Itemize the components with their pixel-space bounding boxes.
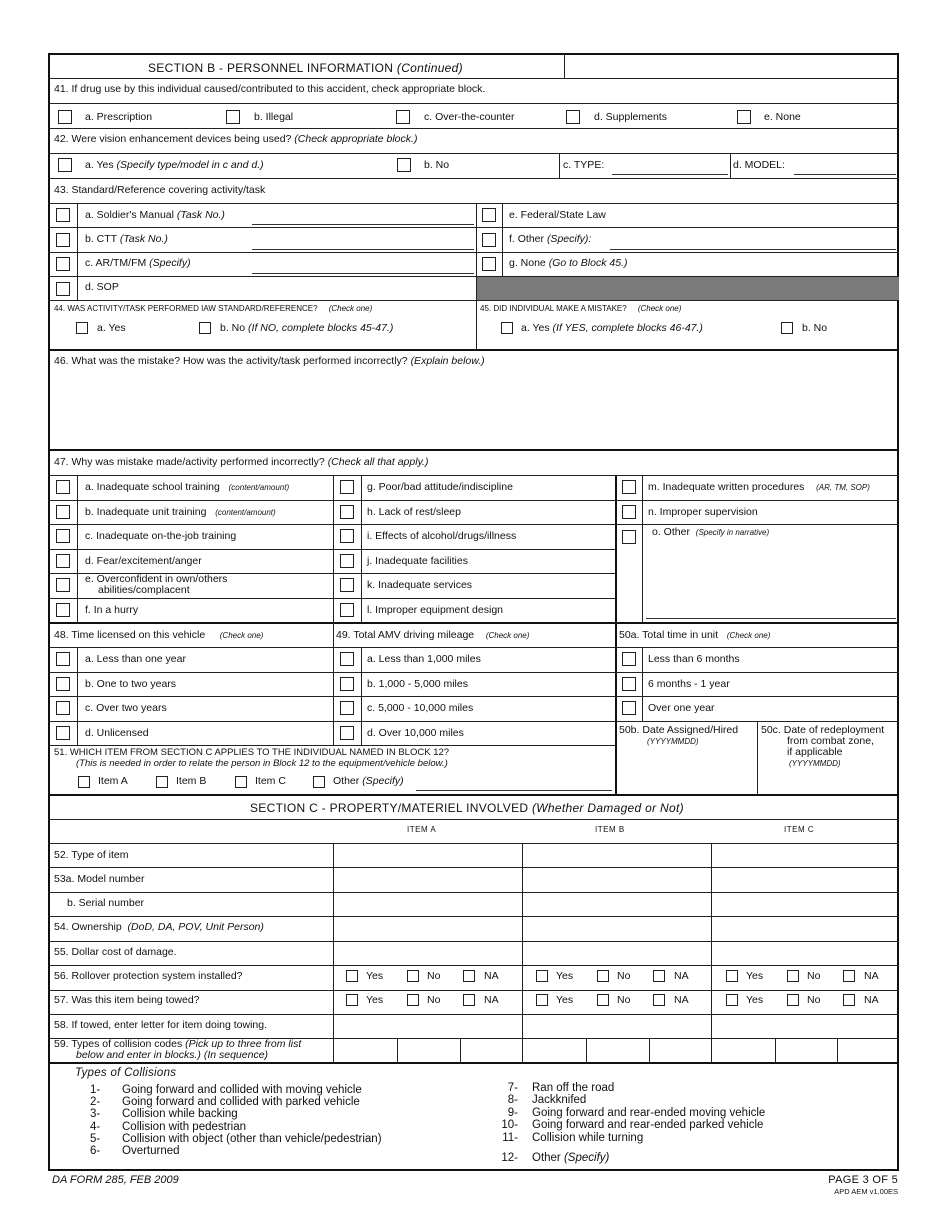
q42-no-label: b. No — [424, 159, 450, 171]
r57-item-b-yes-label: Yes — [556, 994, 574, 1006]
q42-yes-label: a. Yes (Specify type/model in c and d.) — [85, 159, 264, 171]
r54-label: 54. Ownership (DoD, DA, POV, Unit Person) — [54, 921, 264, 933]
q48-option-c: c. Over two years — [85, 702, 167, 714]
item-b-header: ITEM B — [595, 825, 625, 834]
q45-yes-label: a. Yes (If YES, complete blocks 46-47.) — [521, 322, 703, 334]
r56-item-c-na-label: NA — [864, 970, 879, 982]
q49-label: 49. Total AMV driving mileage (Check one) — [336, 629, 530, 641]
r57-item-a-no-label: No — [427, 994, 441, 1006]
r57-item-c-yes-label: Yes — [746, 994, 764, 1006]
q43-label: 43. Standard/Reference covering activity/task — [54, 184, 266, 196]
q51-item-a-label: Item A — [98, 775, 128, 787]
q45-no-checkbox[interactable] — [781, 322, 793, 334]
q41-otc-label: c. Over-the-counter — [424, 111, 515, 123]
r57-item-b-na-checkbox[interactable] — [653, 994, 665, 1006]
q42-yes-checkbox[interactable] — [58, 158, 72, 172]
page-number: PAGE 3 OF 5 — [828, 1174, 898, 1186]
q49-option-d: d. Over 10,000 miles — [367, 727, 464, 739]
r57-item-b-na-label: NA — [674, 994, 689, 1006]
q41-none-checkbox[interactable] — [737, 110, 751, 124]
q43-none-label: g. None (Go to Block 45.) — [509, 257, 628, 269]
q43-ctt-field[interactable] — [252, 249, 474, 250]
q43-other-field[interactable] — [610, 249, 896, 250]
q43-other-label: f. Other (Specify): — [509, 233, 592, 245]
q49-option-b: b. 1,000 - 5,000 miles — [367, 678, 468, 690]
q50a-option-b: 6 months - 1 year — [648, 678, 730, 690]
q47-written-procedures-label: m. Inadequate written procedures (AR, TM, SOP) — [648, 481, 870, 493]
q46-explanation-field[interactable] — [54, 371, 894, 447]
q49-over-10000-checkbox[interactable] — [340, 726, 354, 740]
r57-item-c-no-label: No — [807, 994, 821, 1006]
r56-item-b-yes-checkbox[interactable] — [536, 970, 548, 982]
q51-item-c-checkbox[interactable] — [235, 776, 247, 788]
q47-fear-label: d. Fear/excitement/anger — [85, 555, 202, 567]
q50a-less-6-months-checkbox[interactable] — [622, 652, 636, 666]
q48-option-d: d. Unlicensed — [85, 727, 149, 739]
q42-type-field[interactable] — [612, 174, 728, 175]
q47-hurry-label: f. In a hurry — [85, 604, 139, 616]
q47-overconfident-checkbox[interactable] — [56, 578, 70, 592]
q47-ojt-label: c. Inadequate on-the-job training — [85, 530, 237, 542]
q49-less-1000-checkbox[interactable] — [340, 652, 354, 666]
r56-item-c-no-checkbox[interactable] — [787, 970, 799, 982]
q50a-6-months-1-year-checkbox[interactable] — [622, 677, 636, 691]
q45-no-label: b. No — [802, 322, 828, 334]
q47-facilities-label: j. Inadequate facilities — [367, 555, 468, 567]
q43-federal-state-checkbox[interactable] — [482, 208, 496, 222]
collision-12-label: Other (Specify) — [532, 1152, 610, 1164]
collision-12-number: 12- — [501, 1152, 518, 1164]
q41-none-label: e. None — [764, 111, 801, 123]
q43-ar-tm-fm-checkbox[interactable] — [56, 257, 70, 271]
q51-other-field[interactable] — [416, 790, 612, 791]
q41-prescription-label: a. Prescription — [85, 111, 153, 123]
item-c-header: ITEM C — [784, 825, 815, 834]
q45-label: 45. DID INDIVIDUAL MAKE A MISTAKE? (Check one) — [480, 304, 682, 313]
r57-item-b-no-label: No — [617, 994, 631, 1006]
q43-ctt-label: b. CTT (Task No.) — [85, 233, 168, 245]
q50a-option-c: Over one year — [648, 702, 715, 714]
q43-soldiers-manual-label: a. Soldier's Manual (Task No.) — [85, 209, 225, 221]
q41-illegal-label: b. Illegal — [254, 111, 294, 123]
accident-report-form-page — [48, 53, 899, 1171]
q47-facilities-checkbox[interactable] — [340, 554, 354, 568]
q48-option-a: a. Less than one year — [85, 653, 186, 665]
section-c-title: SECTION C - PROPERTY/MATERIEL INVOLVED (Whether Damaged or Not) — [250, 801, 684, 815]
q41-supplements-label: d. Supplements — [594, 111, 667, 123]
q42-label: 42. Were vision enhancement devices being used? (Check appropriate block.) — [54, 133, 418, 145]
r57-item-b-yes-checkbox[interactable] — [536, 994, 548, 1006]
r57-item-a-yes-checkbox[interactable] — [346, 994, 358, 1006]
q48-one-two-years-checkbox[interactable] — [56, 677, 70, 691]
q47-services-label: k. Inadequate services — [367, 579, 473, 591]
r56-item-b-no-label: No — [617, 970, 631, 982]
r57-item-c-no-checkbox[interactable] — [787, 994, 799, 1006]
r56-item-c-na-checkbox[interactable] — [843, 970, 855, 982]
item-a-header: ITEM A — [407, 825, 437, 834]
q41-prescription-checkbox[interactable] — [58, 110, 72, 124]
form-number: DA FORM 285, FEB 2009 — [52, 1174, 179, 1186]
r56-item-a-yes-checkbox[interactable] — [346, 970, 358, 982]
r55-label: 55. Dollar cost of damage. — [54, 946, 177, 958]
section-b-title: SECTION B - PERSONNEL INFORMATION (Continued) — [148, 61, 463, 75]
q47-rest-checkbox[interactable] — [340, 505, 354, 519]
q47-services-checkbox[interactable] — [340, 578, 354, 592]
q43-other-checkbox[interactable] — [482, 233, 496, 247]
r56-item-b-na-label: NA — [674, 970, 689, 982]
q47-alcohol-label: i. Effects of alcohol/drugs/illness — [367, 530, 517, 542]
q48-label: 48. Time licensed on this vehicle (Check one) — [54, 629, 264, 641]
q41-supplements-checkbox[interactable] — [566, 110, 580, 124]
q43-ar-tm-fm-field[interactable] — [252, 273, 474, 274]
q43-shaded-block — [477, 277, 899, 300]
q51-other-label: Other (Specify) — [333, 775, 404, 787]
collisions-title: Types of Collisions — [75, 1067, 177, 1079]
q47-written-procedures-checkbox[interactable] — [622, 480, 636, 494]
r56-item-a-na-checkbox[interactable] — [463, 970, 475, 982]
q51-item-c-label: Item C — [255, 775, 286, 787]
q45-yes-checkbox[interactable] — [501, 322, 513, 334]
q47-supervision-label: n. Improper supervision — [648, 506, 758, 518]
r57-item-a-na-label: NA — [484, 994, 499, 1006]
q48-unlicensed-checkbox[interactable] — [56, 726, 70, 740]
q43-sop-checkbox[interactable] — [56, 282, 70, 296]
q47-equipment-design-label: l. Improper equipment design — [367, 604, 503, 616]
form-version: APD AEM v1.00ES — [834, 1187, 898, 1196]
collisions-left-numbers: 1- 2- 3- 4- 5- 6- — [90, 1084, 101, 1158]
q44-yes-checkbox[interactable] — [76, 322, 88, 334]
q42-model-label: d. MODEL: — [733, 159, 785, 171]
q47-other-field[interactable] — [646, 618, 896, 619]
r56-item-a-yes-label: Yes — [366, 970, 384, 982]
q46-label: 46. What was the mistake? How was the activity/task performed incorrectly? (Explain below.) — [54, 355, 485, 367]
q44-label: 44. WAS ACTIVITY/TASK PERFORMED IAW STANDARD/REFERENCE? (Check one) — [54, 304, 373, 313]
q43-federal-state-label: e. Federal/State Law — [509, 209, 606, 221]
q47-label: 47. Why was mistake made/activity performed incorrectly? (Check all that apply.) — [54, 456, 429, 468]
q47-hurry-checkbox[interactable] — [56, 603, 70, 617]
r59-label: 59. Types of collision codes (Pick up to three from list below and enter in blocks.) (In sequence) — [54, 1038, 302, 1061]
q47-ojt-checkbox[interactable] — [56, 529, 70, 543]
q50b-label: 50b. Date Assigned/Hired (YYYYMMDD) — [619, 724, 739, 746]
q43-soldiers-manual-field[interactable] — [252, 224, 474, 225]
q44-yes-label: a. Yes — [97, 322, 126, 334]
collisions-left-list: Going forward and collided with moving vehicle Going forward and collided with parked vehicle Collision while backing Collision with pedestrian Collision with object (other than vehicle/pedestrian) Overturned — [122, 1084, 382, 1158]
q47-other-checkbox[interactable] — [622, 530, 636, 544]
q47-rest-label: h. Lack of rest/sleep — [367, 506, 461, 518]
r53b-label: b. Serial number — [67, 897, 145, 909]
q48-over-two-years-checkbox[interactable] — [56, 701, 70, 715]
q50a-label: 50a. Total time in unit (Check one) — [619, 629, 771, 641]
q47-unit-training-label: b. Inadequate unit training (content/amount) — [85, 506, 276, 518]
q51-item-b-checkbox[interactable] — [156, 776, 168, 788]
q47-equipment-design-checkbox[interactable] — [340, 603, 354, 617]
q42-no-checkbox[interactable] — [397, 158, 411, 172]
q50a-over-one-year-checkbox[interactable] — [622, 701, 636, 715]
q47-attitude-label: g. Poor/bad attitude/indiscipline — [367, 481, 513, 493]
r57-item-c-yes-checkbox[interactable] — [726, 994, 738, 1006]
q47-overconfident-label: e. Overconfident in own/others abilities/complacent — [85, 573, 228, 596]
q47-unit-training-checkbox[interactable] — [56, 505, 70, 519]
q42-type-label: c. TYPE: — [563, 159, 605, 171]
r56-item-c-yes-checkbox[interactable] — [726, 970, 738, 982]
q42-model-field[interactable] — [794, 174, 896, 175]
q44-no-checkbox[interactable] — [199, 322, 211, 334]
r57-item-a-no-checkbox[interactable] — [407, 994, 419, 1006]
r53a-label: 53a. Model number — [54, 873, 145, 885]
q50c-label: 50c. Date of redeployment from combat zone, if applicable (YYYYMMDD) — [761, 724, 885, 768]
q43-ar-tm-fm-label: c. AR/TM/FM (Specify) — [85, 257, 191, 269]
q43-none-checkbox[interactable] — [482, 257, 496, 271]
q41-otc-checkbox[interactable] — [396, 110, 410, 124]
q49-option-c: c. 5,000 - 10,000 miles — [367, 702, 474, 714]
q44-no-label: b. No (If NO, complete blocks 45-47.) — [220, 322, 394, 334]
q48-option-b: b. One to two years — [85, 678, 177, 690]
q43-sop-label: d. SOP — [85, 281, 119, 293]
q43-ctt-checkbox[interactable] — [56, 233, 70, 247]
q51-item-a-checkbox[interactable] — [78, 776, 90, 788]
q49-option-a: a. Less than 1,000 miles — [367, 653, 481, 665]
q47-supervision-checkbox[interactable] — [622, 505, 636, 519]
q47-attitude-checkbox[interactable] — [340, 480, 354, 494]
r56-item-a-no-checkbox[interactable] — [407, 970, 419, 982]
r57-item-c-na-label: NA — [864, 994, 879, 1006]
r56-item-a-no-label: No — [427, 970, 441, 982]
r56-item-c-no-label: No — [807, 970, 821, 982]
q49-1000-5000-checkbox[interactable] — [340, 677, 354, 691]
q41-label: 41. If drug use by this individual caused/contributed to this accident, check appropriate block. — [54, 83, 486, 95]
r57-item-c-na-checkbox[interactable] — [843, 994, 855, 1006]
r56-item-b-no-checkbox[interactable] — [597, 970, 609, 982]
r57-label: 57. Was this item being towed? — [54, 994, 200, 1006]
collisions-right-numbers: 7- 8- 9- 10- 11- — [501, 1082, 518, 1144]
r56-item-b-yes-label: Yes — [556, 970, 574, 982]
q50a-option-a: Less than 6 months — [648, 653, 740, 665]
r52-label: 52. Type of item — [54, 849, 129, 861]
r56-item-a-na-label: NA — [484, 970, 499, 982]
r56-label: 56. Rollover protection system installed? — [54, 970, 243, 982]
q51-other-checkbox[interactable] — [313, 776, 325, 788]
r58-label: 58. If towed, enter letter for item doing towing. — [54, 1019, 268, 1031]
q47-school-training-checkbox[interactable] — [56, 480, 70, 494]
q41-illegal-checkbox[interactable] — [226, 110, 240, 124]
q47-school-training-label: a. Inadequate school training (content/amount) — [85, 481, 290, 493]
r57-item-b-no-checkbox[interactable] — [597, 994, 609, 1006]
q47-fear-checkbox[interactable] — [56, 554, 70, 568]
q43-soldiers-manual-checkbox[interactable] — [56, 208, 70, 222]
r56-item-b-na-checkbox[interactable] — [653, 970, 665, 982]
q47-other-label: o. Other (Specify in narrative) — [652, 526, 770, 538]
r57-item-a-na-checkbox[interactable] — [463, 994, 475, 1006]
collisions-right-list: Ran off the road Jackknifed Going forward and rear-ended moving vehicle Going forward and rear-ended parked vehicle Collision while turning — [532, 1082, 766, 1144]
r56-item-c-yes-label: Yes — [746, 970, 764, 982]
r57-item-a-yes-label: Yes — [366, 994, 384, 1006]
q48-less-one-year-checkbox[interactable] — [56, 652, 70, 666]
q51-label: 51. WHICH ITEM FROM SECTION C APPLIES TO THE INDIVIDUAL NAMED IN BLOCK 12? (This is needed in order to relate the person in Block 12 to the equipment/vehicle below.) — [54, 747, 450, 769]
q51-item-b-label: Item B — [176, 775, 207, 787]
q47-alcohol-checkbox[interactable] — [340, 529, 354, 543]
q49-5000-10000-checkbox[interactable] — [340, 701, 354, 715]
